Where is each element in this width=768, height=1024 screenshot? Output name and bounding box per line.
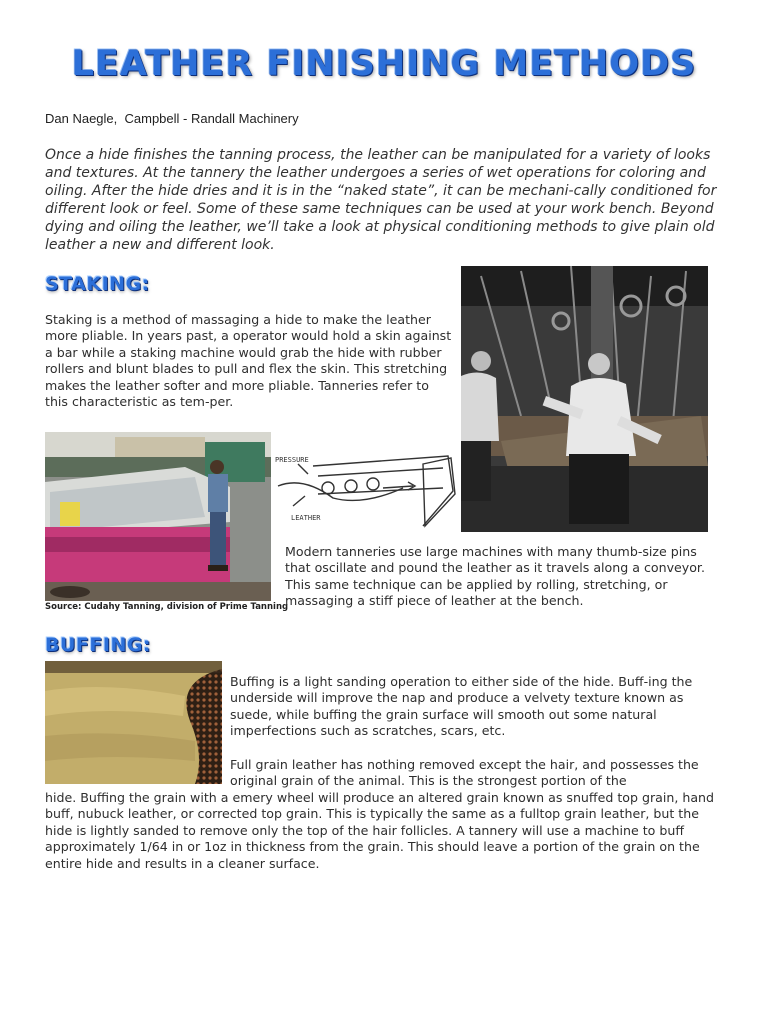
staking-paragraph-2: Modern tanneries use large machines with many thumb-size pins that oscillate and pound the leather as it travels along a conveyor. This same technique can be applied by rolling, stretching, or massaging a stiff piece of leather at the bench. xyxy=(285,544,705,609)
staking-machine-photo xyxy=(45,432,271,601)
buffing-paragraph-2-continued: hide. Buffing the grain with a emery wheel will produce an altered grain known as snuffed top grain, hand buff, nubuck leather, or corrected top grain. This is typically the same as a fulltop grain leather, but the hide is lightly sanded to remove only the top of the hair follicles. A tannery will use a machine to buff approximately 1/64 in or 1oz in thickness from the grain. This should leave a portion of the grain on the entire hide and results in a cleaner surface. xyxy=(45,790,715,871)
tannery-workers-photo xyxy=(461,266,708,532)
sketch-pressure-label: PRESSURE xyxy=(275,456,309,464)
buffing-heading: BUFFING: xyxy=(45,634,152,656)
buffing-leather-photo xyxy=(45,661,222,784)
buffing-paragraph-2-start: Full grain leather has nothing removed except the hair, and possesses the original grain of the animal. This is the strongest portion of the xyxy=(230,757,699,789)
sketch-leather-label: LEATHER xyxy=(291,514,321,522)
page-title: LEATHER FINISHING METHODS xyxy=(71,44,697,84)
intro-paragraph: Once a hide finishes the tanning process, the leather can be manipulated for a variety of looks and textures. At the tannery the leather undergoes a series of wet operations for coloring and oiling. After the hide dries and it is in the “naked state”, it can be mechani-cally conditioned for different look or feel. Some of these same techniques can be used at your work bench. Beyond dying and oiling the leather, we’ll take a look at physical conditioning methods to give plain old leather a new and different look. xyxy=(45,147,717,253)
buffing-paragraph-1: Buffing is a light sanding operation to either side of the hide. Buff-ing the underside will improve the nap and produce a velvety texture known as suede, while buffing the grain surface will smooth out some natural imperfections such as scratches, scars, etc. xyxy=(230,674,693,739)
staking-diagram-sketch xyxy=(273,446,459,530)
author-byline: Dan Naegle, Campbell - Randall Machinery xyxy=(45,111,299,126)
staking-paragraph-1: Staking is a method of massaging a hide to make the leather more pliable. In years past, a operator would hold a skin against a bar while a staking machine would grab the hide with rubber rollers and blunt blades to pull and flex the skin. This stretching makes the leather softer and more pliable. Tanneries refer to this characteristic as tem-per. xyxy=(45,312,452,410)
staking-heading: STAKING: xyxy=(45,273,150,295)
photo-caption: Source: Cudahy Tanning, division of Prime Tanning xyxy=(45,602,289,612)
